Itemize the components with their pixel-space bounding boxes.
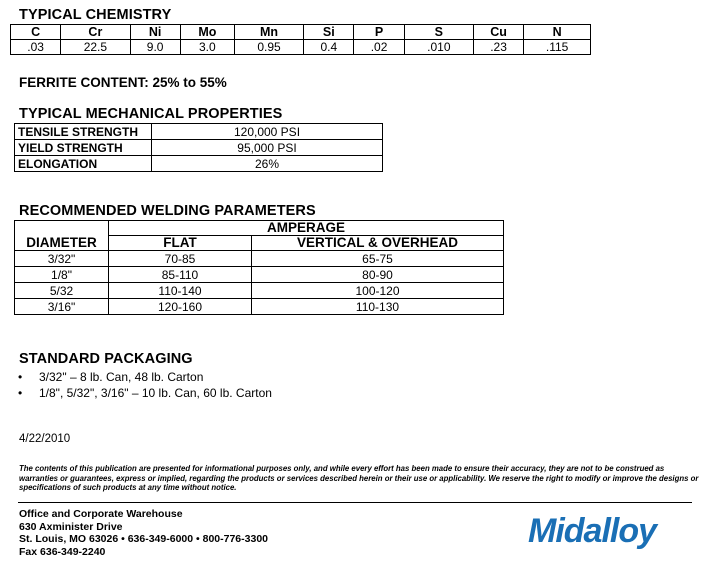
document-date: 4/22/2010: [19, 433, 71, 445]
mechanical-table: [14, 123, 383, 172]
flat-header: FLAT: [109, 236, 252, 251]
chemistry-header-cell: Mn: [234, 25, 303, 40]
packaging-item: [15, 385, 272, 401]
disclaimer-text: The contents of this publication are presented for informational purposes only, and while every effort has been made to ensure their accuracy, they are not to be construed as warranties or guarantees, express or implied, regarding the products or services described herein or their use or applicability. We reserve the right to modify or improve the designs or specifications of such products at any time without notice.: [19, 464, 699, 492]
footer-divider: [18, 502, 692, 503]
chemistry-table: [10, 24, 591, 55]
mechanical-title: TYPICAL MECHANICAL PROPERTIES: [19, 106, 283, 122]
vertical-overhead-header: VERTICAL & OVERHEAD: [252, 236, 504, 251]
address-line-3: St. Louis, MO 63026 • 636-349-6000 • 800-776-3300: [19, 533, 268, 545]
packaging-item-text: 1/8", 5/32", 3/16" – 10 lb. Can, 60 lb. Carton: [39, 386, 272, 400]
mechanical-row: [15, 156, 383, 172]
chemistry-value-row: [11, 40, 591, 55]
chemistry-title: TYPICAL CHEMISTRY: [19, 7, 172, 23]
chemistry-value-cell: 22.5: [61, 40, 130, 55]
welding-flat-cell: 110-140: [109, 283, 252, 299]
chemistry-header-cell: Mo: [180, 25, 234, 40]
welding-diameter-cell: 5/32: [15, 283, 109, 299]
bullet-icon: •: [18, 370, 23, 384]
diameter-header: DIAMETER: [15, 221, 109, 251]
chemistry-header-cell: Cu: [473, 25, 523, 40]
welding-diameter-cell: 3/32": [15, 251, 109, 267]
welding-flat-cell: 85-110: [109, 267, 252, 283]
mechanical-value: 120,000 PSI: [152, 124, 383, 140]
mechanical-label: YIELD STRENGTH: [15, 140, 152, 156]
chemistry-value-cell: .03: [11, 40, 61, 55]
chemistry-header-cell: S: [404, 25, 473, 40]
mechanical-value: 26%: [152, 156, 383, 172]
mechanical-value: 95,000 PSI: [152, 140, 383, 156]
welding-row: [15, 283, 504, 299]
chemistry-value-cell: 3.0: [180, 40, 234, 55]
chemistry-value-cell: .010: [404, 40, 473, 55]
welding-title: RECOMMENDED WELDING PARAMETERS: [19, 203, 316, 219]
chemistry-header-cell: N: [524, 25, 591, 40]
chemistry-value-cell: 9.0: [130, 40, 180, 55]
welding-vertical-cell: 100-120: [252, 283, 504, 299]
chemistry-value-cell: .23: [473, 40, 523, 55]
packaging-list: [15, 369, 272, 401]
welding-vertical-cell: 110-130: [252, 299, 504, 315]
chemistry-header-cell: Si: [304, 25, 354, 40]
welding-vertical-cell: 65-75: [252, 251, 504, 267]
mechanical-label: TENSILE STRENGTH: [15, 124, 152, 140]
company-address: [19, 508, 268, 558]
ferrite-content: FERRITE CONTENT: 25% to 55%: [19, 75, 227, 90]
chemistry-header-cell: Cr: [61, 25, 130, 40]
chemistry-header-row: [11, 25, 591, 40]
welding-flat-cell: 120-160: [109, 299, 252, 315]
welding-row: [15, 251, 504, 267]
chemistry-header-cell: Ni: [130, 25, 180, 40]
address-line-1: Office and Corporate Warehouse: [19, 508, 183, 520]
mechanical-row: [15, 124, 383, 140]
address-line-4: Fax 636-349-2240: [19, 545, 106, 558]
welding-row: [15, 299, 504, 315]
welding-table: [14, 220, 504, 315]
bullet-icon: •: [18, 386, 23, 400]
mechanical-row: [15, 140, 383, 156]
midalloy-logo: Midalloy: [528, 512, 657, 550]
welding-row: [15, 267, 504, 283]
chemistry-value-cell: .115: [524, 40, 591, 55]
packaging-item: [15, 369, 272, 385]
welding-diameter-cell: 3/16": [15, 299, 109, 315]
amperage-header: AMPERAGE: [109, 221, 504, 236]
chemistry-value-cell: 0.4: [304, 40, 354, 55]
packaging-title: STANDARD PACKAGING: [19, 351, 193, 367]
welding-vertical-cell: 80-90: [252, 267, 504, 283]
chemistry-value-cell: 0.95: [234, 40, 303, 55]
welding-diameter-cell: 1/8": [15, 267, 109, 283]
chemistry-header-cell: P: [354, 25, 404, 40]
welding-flat-cell: 70-85: [109, 251, 252, 267]
chemistry-value-cell: .02: [354, 40, 404, 55]
address-line-2: 630 Axminister Drive: [19, 520, 123, 533]
mechanical-label: ELONGATION: [15, 156, 152, 172]
chemistry-header-cell: C: [11, 25, 61, 40]
packaging-item-text: 3/32" – 8 lb. Can, 48 lb. Carton: [39, 370, 204, 384]
